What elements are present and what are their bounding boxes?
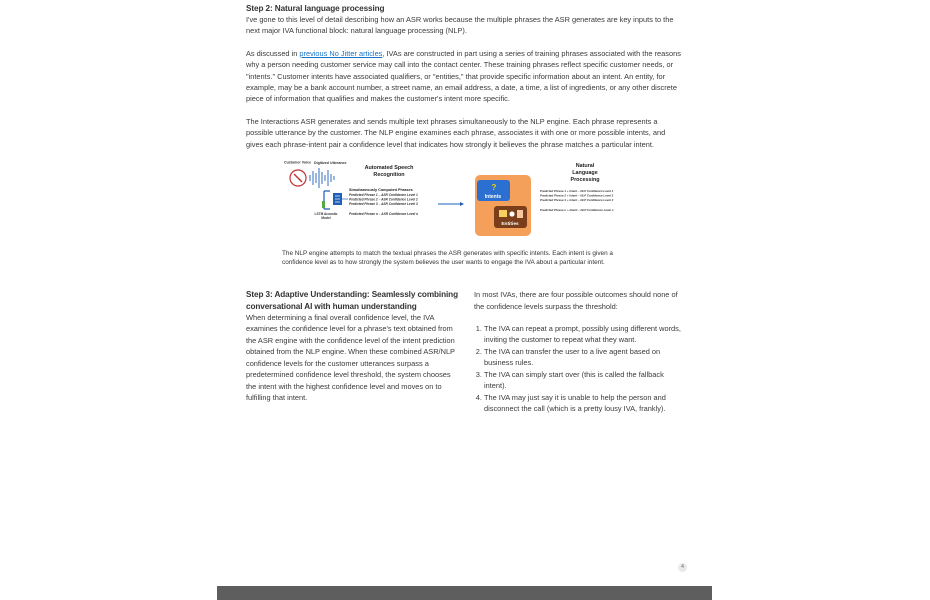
outcomes-intro: In most IVAs, there are four possible outcomes should none of the confidence levels surpass the threshold: [474, 290, 678, 311]
nlp-title-1: Natural [575, 163, 595, 170]
outcome-item: 2. The IVA can transfer the user to a live agent based on business rules. [484, 346, 684, 369]
model-label-2: Model [321, 216, 331, 221]
intents-label: Intents [484, 194, 502, 201]
acoustic-model-icon [322, 191, 348, 209]
page-content [246, 3, 684, 414]
asr-phrase-2: Predicted Phrase 2 – ASR Confidence Level 2 [349, 197, 418, 202]
previous-articles-link[interactable]: previous No Jitter articles [299, 48, 383, 58]
step2-heading: Step 2: Natural language processing [246, 4, 385, 13]
step3-heading: Step 3: Adaptive Understanding: Seamlessly combining conversational AI with human understanding [246, 290, 458, 311]
step2-paragraph-1: I've gone to this level of detail describing how an ASR works because the multiple phrases the ASR generates are key inputs to the next major IVA functional block: natural language processing (NLP). [246, 15, 674, 36]
step2-paragraph-2 [246, 48, 684, 105]
step3-right-column [474, 289, 684, 414]
asr-phrase-n: Predicted Phrase n – ASR Confidence Level n [349, 212, 419, 217]
nlp-phrase-3: Predicted Phrase 3 + Intent – NLP Confidence Level 3 [540, 198, 614, 203]
phone-icon [290, 170, 306, 186]
page-number: 4 [678, 563, 687, 572]
asr-phrase-1: Predicted Phrase 1 – ASR Confidence Level 1 [349, 193, 418, 198]
waveform-icon [310, 168, 334, 188]
asr-phrase-3: Predicted Phrase 3 – ASR Confidence Level 3 [349, 202, 418, 207]
outcomes-list [474, 323, 684, 414]
step3-left-column [246, 289, 458, 414]
viewer-bottom-toolbar[interactable] [217, 586, 712, 600]
para2-rest: , IVAs are constructed in part using a series of training phrases associated with the reasons why a person needing customer service may call into the contact center. These training phrases reflect specific customer needs, or "intents." Customer intents have associated qualifiers, or "entities," that provide specific information about an intent. An entity, for example, may be a bank account number, a street name, an email address, a date, a time, a list of ingredients, or any other discrete piece of information that qualifies and makes the customer's intent more specific. [246, 48, 681, 104]
step2-paragraph-3: The Interactions ASR generates and sends multiple text phrases simultaneously to the NLP engine. Each phrase represents a possible utterance by the customer. The NLP engine examines each phrase, associates it with one or more possible intents, and gives each phrase-intent pair a confidence level that indicates how strongly it believes the phrase matches a particular intent. [246, 116, 666, 149]
model-label-1: LSTM Acoustic [314, 212, 338, 217]
question-icon: ? [491, 183, 497, 193]
asr-title-2: Recognition [373, 172, 405, 179]
digitized-label: Digitized Utterance [314, 161, 347, 166]
diagram-svg [246, 161, 684, 246]
nlp-phrase-n: Predicted Phrase n + Intent – NLP Confidence Level n [540, 208, 614, 213]
para2-prefix: As discussed in [246, 48, 300, 58]
outcome-item: 4. The IVA may just say it is unable to help the person and disconnect the call (which is a pretty lousy IVA, frankly). [484, 392, 684, 415]
nlp-phrase-2: Predicted Phrase 2 + Intent – NLP Confidence Level 2 [540, 193, 614, 198]
outcome-item: 3. The IVA can simply start over (this is called the fallback intent). [484, 369, 684, 392]
outcome-item: 1. The IVA can repeat a prompt, possibly using different words, inviting the customer to repeat what they want. [484, 323, 684, 346]
step3-columns [246, 289, 684, 414]
nlp-title-3: Processing [570, 177, 600, 184]
document-page [217, 0, 712, 600]
arrow-icon [438, 202, 464, 206]
step3-paragraph: When determining a final overall confidence level, the IVA examines the confidence level for a phrase's text obtained from the ASR engine with the confidence level of the intent prediction obtained from the NLP engine. When these combined ASR/NLP confidence levels for the customer utterances surpass a predetermined confidence level threshold, the system chooses the intent with the highest confidence level and moves on to fulfilling that intent. [246, 313, 455, 402]
nlp-title-2: Language [572, 170, 598, 177]
nlp-phrase-1: Predicted Phrase 1 + Intent – NLP Confidence Level 1 [540, 189, 614, 194]
simultaneous-label: Simultaneously Computed Phrases [349, 188, 413, 193]
customer-voice-label: Customer Voice [284, 161, 312, 165]
asr-title-1: Automated Speech [364, 165, 414, 172]
figure-caption: The NLP engine attempts to match the textual phrases the ASR generates with specific intents. Each intent is given a confidence level as to how strongly the system believes the user wants to engage the IVA about a particular intent. [282, 250, 613, 266]
asr-nlp-diagram [246, 161, 684, 246]
entities-label: Entities [501, 222, 519, 228]
